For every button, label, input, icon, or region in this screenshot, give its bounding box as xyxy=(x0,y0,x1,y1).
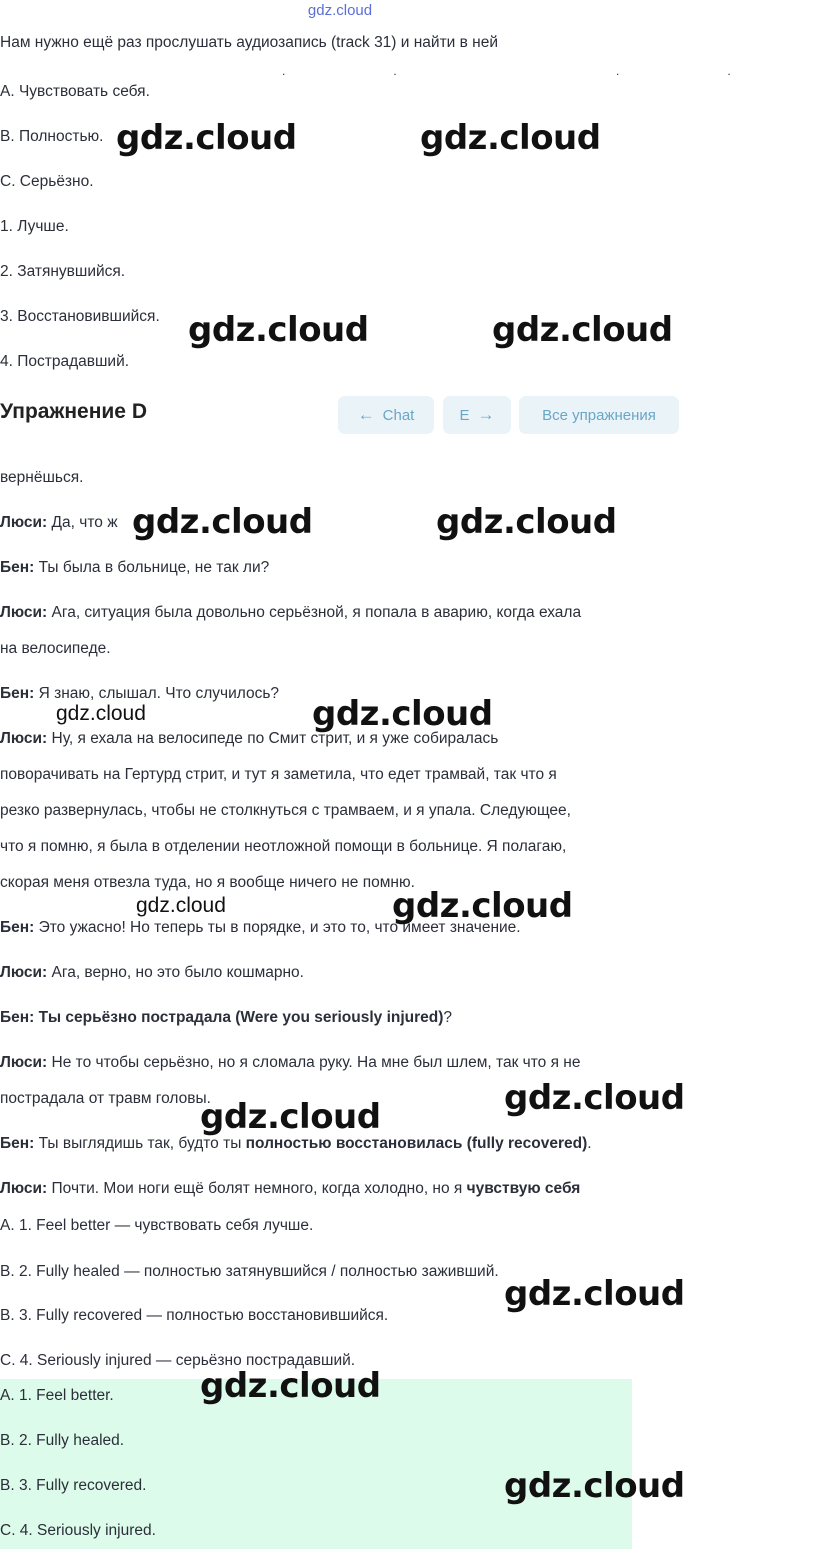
watermark: gdz.cloud xyxy=(420,118,601,158)
answer-item: B. 3. Fully recovered. xyxy=(0,1477,147,1494)
highlighted-phrase: Ты серьёзно пострадала (Were you seriously injured) xyxy=(34,1009,444,1026)
dialogue-text: Ты была в больнице, не так ли? xyxy=(34,559,270,576)
watermark: gdz.cloud xyxy=(312,694,493,734)
speaker-name: Бен: xyxy=(0,685,35,702)
all-exercises-button[interactable] xyxy=(519,396,679,434)
next-exercise-label: E xyxy=(459,406,470,424)
dialogue-text: Ну, я ехала на велосипеде по Смит стрит, и я уже собиралась xyxy=(47,730,499,747)
dialogue-text: . xyxy=(587,1135,592,1152)
translation-item: B. 2. Fully healed — полностью затянувшийся / полностью заживший. xyxy=(0,1263,499,1280)
speaker-name: Люси: xyxy=(0,604,48,621)
term-4: 4. Пострадавший. xyxy=(0,353,130,370)
watermark: gdz.cloud xyxy=(56,702,146,725)
exercise-title: Упражнение D xyxy=(0,400,147,423)
dialogue-line xyxy=(0,919,521,937)
intro-text: Нам нужно ещё раз прослушать аудиозапись (track 31) и найти в ней xyxy=(0,34,499,51)
dialogue-text: Это ужасно! Но теперь ты в порядке, и это то, что имеет значение. xyxy=(34,919,521,936)
answer-item: C. 4. Seriously injured. xyxy=(0,1522,156,1539)
term-2: 2. Затянувшийся. xyxy=(0,263,126,280)
watermark: gdz.cloud xyxy=(200,1366,381,1406)
dialogue-line xyxy=(0,604,581,622)
dialogue-line xyxy=(0,1009,452,1027)
watermark: gdz.cloud xyxy=(188,310,369,350)
dialogue-text: Да, что ж xyxy=(47,514,118,531)
cut-off-text: .. .. xyxy=(282,64,839,78)
translation-item: B. 3. Fully recovered — полностью восстановившийся. xyxy=(0,1307,389,1324)
watermark: gdz.cloud xyxy=(436,502,617,542)
highlighted-phrase: полностью восстановилась (fully recovered) xyxy=(245,1135,588,1152)
dialogue-text: Ага, ситуация была довольно серьёзной, я попала в аварию, когда ехала xyxy=(47,604,582,621)
speaker-name: Бен: xyxy=(0,1135,35,1152)
dialogue-line xyxy=(0,1135,592,1153)
dialogue-text: Ты выглядишь так, будто ты xyxy=(34,1135,246,1152)
dialogue-line xyxy=(0,685,279,703)
speaker-name: Люси: xyxy=(0,514,48,531)
speaker-name: Бен: xyxy=(0,919,35,936)
watermark: gdz.cloud xyxy=(504,1274,685,1314)
speaker-name: Люси: xyxy=(0,730,48,747)
watermark: gdz.cloud xyxy=(492,310,673,350)
watermark: gdz.cloud xyxy=(132,502,313,542)
watermark: gdz.cloud xyxy=(116,118,297,158)
dialogue-line: скорая меня отвезла туда, но я вообще ничего не помню. xyxy=(0,874,415,891)
dialogue-text: Не то чтобы серьёзно, но я сломала руку. На мне был шлем, так что я не xyxy=(47,1054,581,1071)
dialogue-line: вернёшься. xyxy=(0,469,84,486)
dialogue-line xyxy=(0,1180,580,1198)
next-exercise-button[interactable] xyxy=(443,396,511,434)
answer-item: B. 2. Fully healed. xyxy=(0,1432,125,1449)
dialogue-line xyxy=(0,559,269,577)
watermark: gdz.cloud xyxy=(392,886,573,926)
prev-exercise-label: Chat xyxy=(382,406,415,424)
prev-exercise-button[interactable] xyxy=(338,396,434,434)
dialogue-text: Я знаю, слышал. Что случилось? xyxy=(34,685,280,702)
speaker-name: Люси: xyxy=(0,964,48,981)
arrow-right-icon: → xyxy=(477,405,495,424)
dialogue-line: резко развернулась, чтобы не столкнуться с трамваем, и я упала. Следующее, xyxy=(0,802,571,819)
site-logo[interactable]: gdz.cloud xyxy=(307,2,373,19)
speaker-name: Люси: xyxy=(0,1180,48,1197)
term-3: 3. Восстановившийся. xyxy=(0,308,160,325)
dialogue-line xyxy=(0,514,118,532)
arrow-left-icon: ← xyxy=(357,405,375,424)
translation-item: C. 4. Seriously injured — серьёзно пострадавший. xyxy=(0,1352,356,1369)
watermark: gdz.cloud xyxy=(504,1078,685,1118)
speaker-name: Бен: xyxy=(0,559,35,576)
translation-item: A. 1. Feel better — чувствовать себя лучше. xyxy=(0,1217,314,1234)
watermark: gdz.cloud xyxy=(136,894,226,917)
dialogue-line: что я помню, я была в отделении неотложной помощи в больнице. Я полагаю, xyxy=(0,838,567,855)
term-c: C. Серьёзно. xyxy=(0,173,94,190)
dialogue-line xyxy=(0,730,498,748)
dialogue-line: пострадала от травм головы. xyxy=(0,1090,211,1107)
dialogue-line: поворачивать на Гертурд стрит, и тут я заметила, что едет трамвай, так что я xyxy=(0,766,557,783)
highlighted-phrase: чувствую себя xyxy=(466,1180,581,1197)
all-exercises-label: Все упражнения xyxy=(542,406,656,424)
dialogue-text: ? xyxy=(443,1009,453,1026)
dialogue-line: на велосипеде. xyxy=(0,640,111,657)
watermark: gdz.cloud xyxy=(504,1466,685,1506)
term-1: 1. Лучше. xyxy=(0,218,69,235)
dialogue-line xyxy=(0,964,304,982)
speaker-name: Бен: xyxy=(0,1009,35,1026)
dialogue-text: Ага, верно, но это было кошмарно. xyxy=(47,964,304,981)
watermark: gdz.cloud xyxy=(200,1097,381,1137)
dialogue-text: Почти. Мои ноги ещё болят немного, когда холодно, но я xyxy=(47,1180,467,1197)
term-a: A. Чувствовать себя. xyxy=(0,83,150,100)
answer-item: A. 1. Feel better. xyxy=(0,1387,114,1404)
term-b: B. Полностью. xyxy=(0,128,104,145)
speaker-name: Люси: xyxy=(0,1054,48,1071)
dialogue-line xyxy=(0,1054,580,1072)
